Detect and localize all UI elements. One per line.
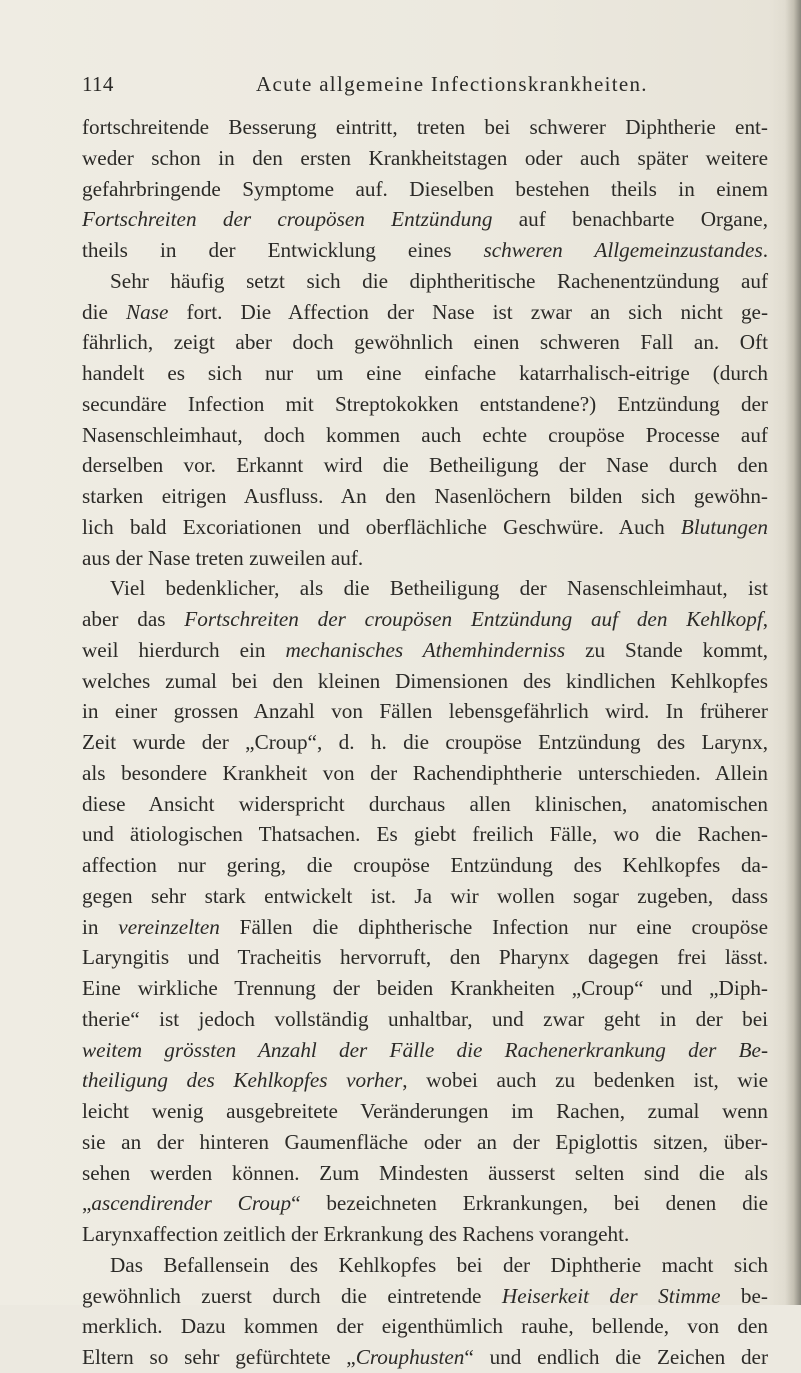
text-line: weitem grössten Anzahl der Fälle die Rachenerkrankung der Be- [82, 1037, 768, 1062]
text-line: theils in der Entwicklung eines schweren Allgemeinzustandes. [82, 238, 768, 262]
body-text [82, 112, 768, 1373]
page-header [82, 72, 768, 102]
text-line: Fortschreiten der croupösen Entzündung auf benachbarte Organe, [82, 207, 768, 232]
text-line: lich bald Excoriationen und oberflächliche Geschwüre. Auch Blutungen [82, 514, 768, 539]
text-line: fährlich, zeigt aber doch gewöhnlich einen schweren Fall an. Oft [82, 330, 768, 355]
text-line: Nasenschleimhaut, doch kommen auch echte croupöse Processe auf [82, 422, 768, 447]
text-line: sie an der hinteren Gaumenfläche oder an der Epiglottis sitzen, über- [82, 1129, 768, 1154]
text-line: gegen sehr stark entwickelt ist. Ja wir wollen sogar zugeben, dass [82, 883, 768, 908]
text-line: diese Ansicht widerspricht durchaus allen klinischen, anatomischen [82, 791, 768, 816]
page-edge-shadow [785, 0, 801, 1305]
running-title: Acute allgemeine Infectionskrankheiten. [256, 72, 648, 96]
text-line: merklich. Dazu kommen der eigenthümlich rauhe, bellende, von den [82, 1314, 768, 1339]
paragraph-start-line: Viel bedenklicher, als die Betheiligung der Nasenschleimhaut, ist [110, 576, 768, 601]
text-line: gewöhnlich zuerst durch die eintretende Heiserkeit der Stimme be- [82, 1283, 768, 1308]
text-line: derselben vor. Erkannt wird die Betheiligung der Nase durch den [82, 453, 768, 478]
text-line: sehen werden können. Zum Mindesten äusserst selten sind die als [82, 1160, 768, 1185]
text-line: in vereinzelten Fällen die diphtherische Infection nur eine croupöse [82, 914, 768, 939]
text-line: als besondere Krankheit von der Rachendiphtherie unterschieden. Allein [82, 760, 768, 785]
text-line: gefahrbringende Symptome auf. Dieselben bestehen theils in einem [82, 176, 768, 201]
text-line: in einer grossen Anzahl von Fällen lebensgefährlich wird. In früherer [82, 699, 768, 724]
paragraph-end-line: Larynxaffection zeitlich der Erkrankung des Rachens vorangeht. [82, 1222, 630, 1246]
text-line: „ascendirender Croup“ bezeichneten Erkrankungen, bei denen die [82, 1191, 768, 1216]
text-line: Zeit wurde der „Croup“, d. h. die croupöse Entzündung des Larynx, [82, 730, 768, 754]
text-line: weder schon in den ersten Krankheitstagen oder auch später weitere [82, 145, 768, 170]
text-line: theiligung des Kehlkopfes vorher, wobei auch zu bedenken ist, wie [82, 1068, 768, 1093]
text-line: aber das Fortschreiten der croupösen Entzündung auf den Kehlkopf, [82, 607, 768, 631]
text-line: und ätiologischen Thatsachen. Es giebt freilich Fälle, wo die Rachen- [82, 822, 768, 847]
text-line: Laryngitis und Tracheitis hervorruft, den Pharynx dagegen frei lässt. [82, 945, 768, 970]
text-line: Eine wirkliche Trennung der beiden Krankheiten „Croup“ und „Diph- [82, 976, 768, 1000]
text-line: die Nase fort. Die Affection der Nase ist zwar an sich nicht ge- [82, 299, 768, 324]
page-number: 114 [82, 72, 114, 96]
text-line: leicht wenig ausgebreitete Veränderungen im Rachen, zumal wenn [82, 1099, 768, 1123]
text-line: weil hierdurch ein mechanisches Athemhinderniss zu Stande kommt, [82, 637, 768, 662]
text-line: starken eitrigen Ausfluss. An den Nasenlöchern bilden sich gewöhn- [82, 484, 768, 508]
text-line: handelt es sich nur um eine einfache katarrhalisch-eitrige (durch [82, 361, 768, 385]
text-line: Eltern so sehr gefürchtete „Crouphusten“ und endlich die Zeichen der [82, 1345, 769, 1369]
text-line: secundäre Infection mit Streptokokken entstandene?) Entzündung der [82, 391, 768, 416]
paragraph-end-line: aus der Nase treten zuweilen auf. [82, 545, 364, 570]
paragraph-start-line: Das Befallensein des Kehlkopfes bei der Diphtherie macht sich [110, 1252, 768, 1277]
text-line: fortschreitende Besserung eintritt, treten bei schwerer Diphtherie ent- [82, 115, 768, 139]
paragraph-start-line: Sehr häufig setzt sich die diphtheritische Rachenentzündung auf [110, 268, 768, 293]
text-line: welches zumal bei den kleinen Dimensionen des kindlichen Kehlkopfes [82, 668, 768, 693]
text-line: therie“ ist jedoch vollständig unhaltbar, und zwar geht in der bei [82, 1006, 768, 1031]
text-line: affection nur gering, die croupöse Entzündung des Kehlkopfes da- [82, 853, 768, 877]
